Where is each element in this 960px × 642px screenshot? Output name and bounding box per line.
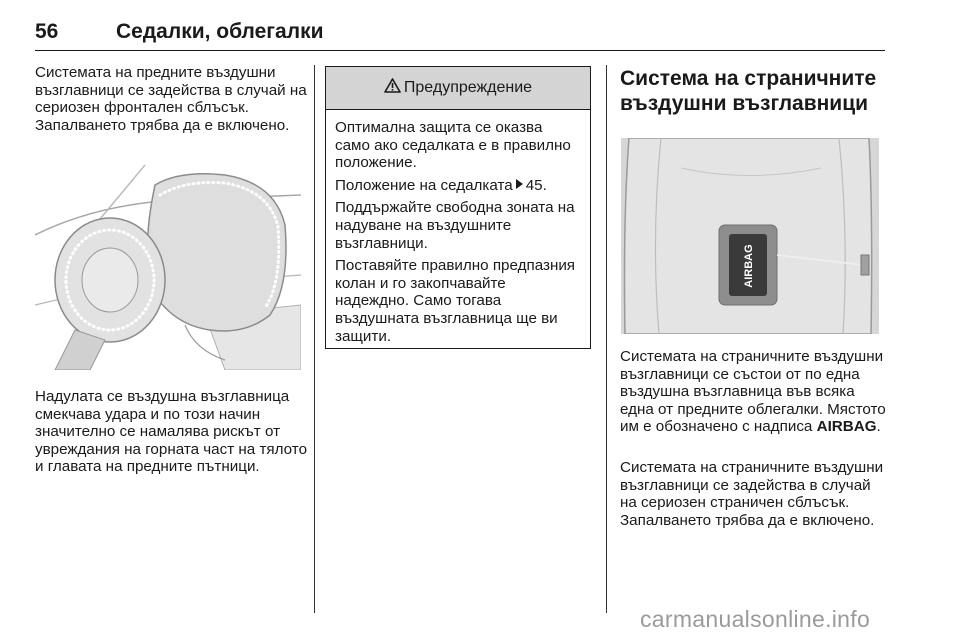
seat-reference-page[interactable]: 45. <box>525 176 547 194</box>
page-number: 56 <box>35 20 59 43</box>
sentence-end: . <box>876 418 881 436</box>
warning-box <box>325 66 591 349</box>
column-divider-right <box>606 65 607 613</box>
warning-triangle-icon <box>384 78 401 98</box>
section-title: Седалки, облегалки <box>116 20 324 43</box>
airbag-label-text: AIRBAG <box>743 244 755 288</box>
front-airbag-effect-text: Надулата се въздушна възглавница смекчава удара и по този начин значително се намалява рискът от увреждания на горната част на тялото и главата на предните пътници. <box>35 388 308 476</box>
front-airbag-illustration <box>35 165 301 370</box>
side-airbag-description: Системата на страничните въздушни възглавници се състои от по една въздушна възглавница във всяка една от предните облегалки. Мястото им е обозначено с надписа <box>620 348 886 436</box>
side-airbag-deployment-text: Системата на страничните въздушни възглавници се задейства в случай на сериозен страничен сблъсък. Запалването трябва да е включено. <box>620 459 884 529</box>
header-divider <box>35 50 885 51</box>
warning-seat-reference <box>335 177 581 195</box>
warning-header <box>326 67 590 110</box>
watermark: carmanualsonline.info <box>640 606 871 632</box>
warning-title: Предупреждение <box>403 79 533 96</box>
page-reference-arrow-icon <box>516 179 523 189</box>
side-airbag-seat-illustration <box>621 138 879 334</box>
warning-seat-position-text: Оптимална защита се оказва само ако седалката е в правилно положение. <box>335 119 571 172</box>
warning-inflation-zone-text: Поддържайте свободна зоната на надуване на въздушните възглавници. <box>335 199 575 252</box>
warning-body <box>326 110 590 345</box>
front-airbag-intro-text: Системата на предните въздушни възглавници се задейства в случай на сериозен фронтален сблъсък. Запалването трябва да е включено. <box>35 64 307 134</box>
airbag-marking: AIRBAG <box>816 418 877 436</box>
page-header <box>0 0 960 60</box>
column-divider-left <box>314 65 315 613</box>
seat-reference-text: Положение на седалката <box>335 176 513 194</box>
warning-seatbelt-text: Поставяйте правилно предпазния колан и го закопчавайте надеждно. Само тогава въздушната възглавница ще ви защити. <box>335 257 576 345</box>
side-airbag-heading: Система на страничните въздушни възглавници <box>620 67 877 115</box>
side-airbag-description-text <box>620 348 886 436</box>
